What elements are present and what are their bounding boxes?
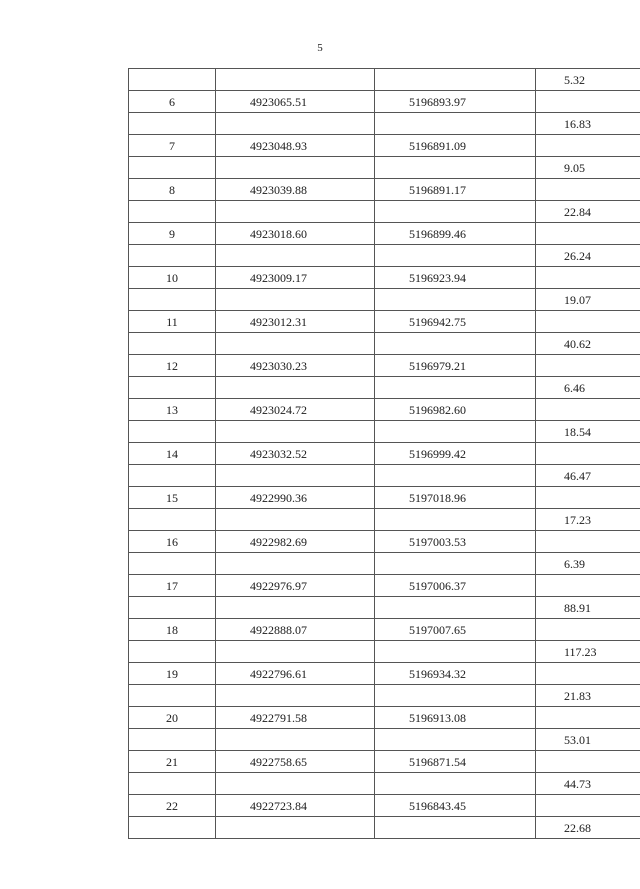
table-row [129, 69, 640, 91]
x-coordinate-cell [216, 333, 375, 355]
x-coordinate-cell: 4922758.65 [216, 751, 375, 773]
point-number-cell [129, 201, 216, 223]
y-coordinate-cell: 5197006.37 [375, 575, 536, 597]
segment-length-cell: 21.83 [536, 685, 640, 707]
point-number-cell: 15 [129, 487, 216, 509]
x-coordinate-cell: 4923018.60 [216, 223, 375, 245]
segment-length-cell [536, 795, 640, 817]
table-row [129, 817, 640, 839]
y-coordinate-cell: 5196871.54 [375, 751, 536, 773]
table-row [129, 509, 640, 531]
coordinates-table-body [129, 69, 640, 839]
table-row [129, 597, 640, 619]
point-number-cell [129, 333, 216, 355]
y-coordinate-cell: 5196942.75 [375, 311, 536, 333]
segment-length-cell: 19.07 [536, 289, 640, 311]
segment-length-cell: 88.91 [536, 597, 640, 619]
point-number-cell [129, 685, 216, 707]
table-row [129, 729, 640, 751]
segment-length-cell [536, 443, 640, 465]
table-row [129, 135, 640, 157]
x-coordinate-cell: 4923032.52 [216, 443, 375, 465]
x-coordinate-cell: 4922982.69 [216, 531, 375, 553]
y-coordinate-cell: 5196923.94 [375, 267, 536, 289]
table-row [129, 311, 640, 333]
point-number-cell [129, 553, 216, 575]
point-number-cell: 19 [129, 663, 216, 685]
table-row [129, 531, 640, 553]
y-coordinate-cell: 5196979.21 [375, 355, 536, 377]
x-coordinate-cell [216, 69, 375, 91]
table-row [129, 223, 640, 245]
segment-length-cell [536, 663, 640, 685]
y-coordinate-cell: 5197018.96 [375, 487, 536, 509]
segment-length-cell [536, 399, 640, 421]
x-coordinate-cell: 4923030.23 [216, 355, 375, 377]
point-number-cell [129, 377, 216, 399]
segment-length-cell [536, 355, 640, 377]
y-coordinate-cell: 5196899.46 [375, 223, 536, 245]
y-coordinate-cell: 5196891.17 [375, 179, 536, 201]
x-coordinate-cell: 4922990.36 [216, 487, 375, 509]
table-row [129, 421, 640, 443]
x-coordinate-cell: 4922976.97 [216, 575, 375, 597]
y-coordinate-cell [375, 685, 536, 707]
table-row [129, 795, 640, 817]
point-number-cell [129, 465, 216, 487]
segment-length-cell: 26.24 [536, 245, 640, 267]
x-coordinate-cell [216, 817, 375, 839]
y-coordinate-cell [375, 201, 536, 223]
x-coordinate-cell: 4923039.88 [216, 179, 375, 201]
point-number-cell [129, 641, 216, 663]
segment-length-cell: 17.23 [536, 509, 640, 531]
table-row [129, 553, 640, 575]
y-coordinate-cell [375, 69, 536, 91]
x-coordinate-cell: 4922888.07 [216, 619, 375, 641]
x-coordinate-cell [216, 421, 375, 443]
table-row [129, 157, 640, 179]
coordinates-table [128, 68, 640, 839]
x-coordinate-cell [216, 773, 375, 795]
x-coordinate-cell: 4923048.93 [216, 135, 375, 157]
segment-length-cell: 46.47 [536, 465, 640, 487]
point-number-cell [129, 157, 216, 179]
y-coordinate-cell [375, 553, 536, 575]
point-number-cell: 16 [129, 531, 216, 553]
y-coordinate-cell: 5197003.53 [375, 531, 536, 553]
table-row [129, 377, 640, 399]
segment-length-cell: 22.68 [536, 817, 640, 839]
point-number-cell: 10 [129, 267, 216, 289]
table-row [129, 179, 640, 201]
segment-length-cell: 6.46 [536, 377, 640, 399]
point-number-cell: 11 [129, 311, 216, 333]
y-coordinate-cell: 5196893.97 [375, 91, 536, 113]
point-number-cell: 9 [129, 223, 216, 245]
y-coordinate-cell: 5196999.42 [375, 443, 536, 465]
segment-length-cell: 22.84 [536, 201, 640, 223]
segment-length-cell [536, 487, 640, 509]
point-number-cell: 14 [129, 443, 216, 465]
table-row [129, 663, 640, 685]
segment-length-cell [536, 311, 640, 333]
x-coordinate-cell: 4922723.84 [216, 795, 375, 817]
point-number-cell: 20 [129, 707, 216, 729]
point-number-cell [129, 729, 216, 751]
x-coordinate-cell: 4922791.58 [216, 707, 375, 729]
y-coordinate-cell [375, 597, 536, 619]
y-coordinate-cell [375, 817, 536, 839]
segment-length-cell [536, 179, 640, 201]
point-number-cell: 7 [129, 135, 216, 157]
point-number-cell: 18 [129, 619, 216, 641]
table-row [129, 267, 640, 289]
y-coordinate-cell [375, 641, 536, 663]
table-row [129, 707, 640, 729]
segment-length-cell: 117.23 [536, 641, 640, 663]
segment-length-cell [536, 751, 640, 773]
y-coordinate-cell [375, 377, 536, 399]
y-coordinate-cell [375, 509, 536, 531]
table-row [129, 245, 640, 267]
table-row [129, 487, 640, 509]
y-coordinate-cell: 5196982.60 [375, 399, 536, 421]
table-row [129, 773, 640, 795]
point-number-cell [129, 245, 216, 267]
y-coordinate-cell [375, 113, 536, 135]
x-coordinate-cell: 4922796.61 [216, 663, 375, 685]
x-coordinate-cell [216, 201, 375, 223]
table-row [129, 91, 640, 113]
point-number-cell [129, 69, 216, 91]
x-coordinate-cell [216, 377, 375, 399]
y-coordinate-cell [375, 157, 536, 179]
y-coordinate-cell [375, 289, 536, 311]
x-coordinate-cell [216, 729, 375, 751]
segment-length-cell: 16.83 [536, 113, 640, 135]
point-number-cell: 13 [129, 399, 216, 421]
y-coordinate-cell: 5196891.09 [375, 135, 536, 157]
x-coordinate-cell [216, 641, 375, 663]
x-coordinate-cell [216, 113, 375, 135]
point-number-cell: 8 [129, 179, 216, 201]
segment-length-cell: 18.54 [536, 421, 640, 443]
y-coordinate-cell: 5196913.08 [375, 707, 536, 729]
table-row [129, 575, 640, 597]
point-number-cell: 12 [129, 355, 216, 377]
point-number-cell [129, 289, 216, 311]
segment-length-cell: 40.62 [536, 333, 640, 355]
y-coordinate-cell [375, 421, 536, 443]
point-number-cell: 17 [129, 575, 216, 597]
point-number-cell: 21 [129, 751, 216, 773]
table-row [129, 289, 640, 311]
x-coordinate-cell [216, 509, 375, 531]
segment-length-cell [536, 619, 640, 641]
y-coordinate-cell: 5196934.32 [375, 663, 536, 685]
table-row [129, 619, 640, 641]
x-coordinate-cell: 4923065.51 [216, 91, 375, 113]
y-coordinate-cell [375, 729, 536, 751]
segment-length-cell: 5.32 [536, 69, 640, 91]
table-row [129, 465, 640, 487]
y-coordinate-cell: 5196843.45 [375, 795, 536, 817]
point-number-cell: 22 [129, 795, 216, 817]
x-coordinate-cell [216, 245, 375, 267]
segment-length-cell [536, 707, 640, 729]
y-coordinate-cell: 5197007.65 [375, 619, 536, 641]
y-coordinate-cell [375, 333, 536, 355]
segment-length-cell [536, 135, 640, 157]
point-number-cell [129, 817, 216, 839]
table-row [129, 641, 640, 663]
point-number-cell [129, 509, 216, 531]
table-row [129, 333, 640, 355]
table-row [129, 399, 640, 421]
y-coordinate-cell [375, 245, 536, 267]
segment-length-cell: 53.01 [536, 729, 640, 751]
point-number-cell [129, 421, 216, 443]
x-coordinate-cell [216, 157, 375, 179]
table-row [129, 443, 640, 465]
table-row [129, 355, 640, 377]
segment-length-cell [536, 267, 640, 289]
x-coordinate-cell [216, 465, 375, 487]
segment-length-cell [536, 575, 640, 597]
table-row [129, 751, 640, 773]
segment-length-cell [536, 531, 640, 553]
x-coordinate-cell: 4923009.17 [216, 267, 375, 289]
page-number: 5 [317, 42, 323, 54]
segment-length-cell: 9.05 [536, 157, 640, 179]
x-coordinate-cell [216, 289, 375, 311]
point-number-cell [129, 113, 216, 135]
x-coordinate-cell: 4923024.72 [216, 399, 375, 421]
point-number-cell: 6 [129, 91, 216, 113]
point-number-cell [129, 773, 216, 795]
x-coordinate-cell [216, 597, 375, 619]
segment-length-cell: 44.73 [536, 773, 640, 795]
x-coordinate-cell [216, 553, 375, 575]
table-row [129, 685, 640, 707]
segment-length-cell [536, 223, 640, 245]
y-coordinate-cell [375, 465, 536, 487]
table-row [129, 113, 640, 135]
segment-length-cell: 6.39 [536, 553, 640, 575]
point-number-cell [129, 597, 216, 619]
x-coordinate-cell [216, 685, 375, 707]
table-row [129, 201, 640, 223]
x-coordinate-cell: 4923012.31 [216, 311, 375, 333]
segment-length-cell [536, 91, 640, 113]
y-coordinate-cell [375, 773, 536, 795]
